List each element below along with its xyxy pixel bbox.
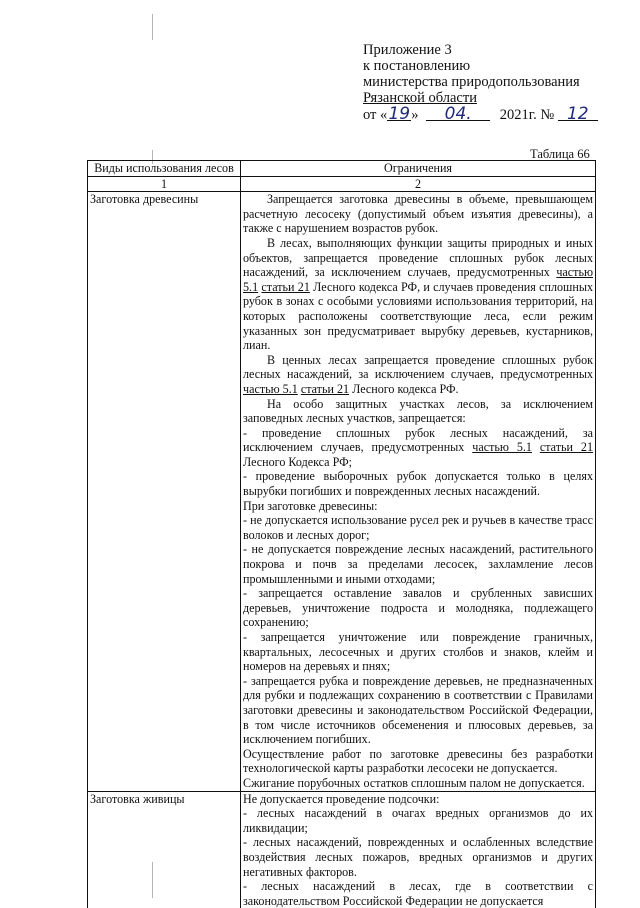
restriction-paragraph: - запрещается рубка и повреждение деревьев, не предназначенных для рубки и подлежащих сохранению в соответствии с Правилами заготовки древесины и законодательством Российской Федерации, в том числе источников обсеменения и плюсовых деревьев, за исключением погибших.	[243, 673, 593, 747]
date-year-suffix: г. №	[528, 107, 555, 123]
restriction-paragraph: Запрещается заготовка древесины в объеме, превышающем расчетную лесосеку (допустимый объем изъятия древесины), а также с нарушением возрастов рубок.	[243, 192, 593, 236]
restriction-paragraph: - не допускается использование русел рек и ручьев в качестве трасс волоков и лесных дорог;	[243, 513, 593, 542]
restriction-paragraph	[243, 236, 593, 353]
table-row	[88, 192, 596, 791]
law-link-article: статьи 21	[300, 381, 350, 396]
table-row	[88, 791, 596, 908]
restriction-paragraph: Осуществление работ по заготовке древесины без разработки технологической карты разработки лесосеки не допускается.	[243, 746, 593, 776]
restriction-paragraph: - лесных насаждений, поврежденных и ослабленных вследствие воздействия лесных пожаров, вредных организмов и других негативных факторов.	[243, 835, 593, 879]
date-day: 19	[388, 104, 411, 124]
date-prefix: от «	[363, 107, 388, 123]
restriction-paragraph	[243, 353, 593, 397]
restrictions-table	[87, 160, 596, 908]
doc-number: 12	[558, 106, 598, 121]
law-link-article: статьи 21	[261, 279, 310, 294]
use-type-cell: Заготовка древесины	[88, 192, 241, 791]
date-mid: »	[411, 107, 419, 123]
restriction-paragraph: - лесных насаждений в лесах, где в соответствии с законодательством Российской Федерации не допускается	[243, 879, 593, 908]
restriction-paragraph: На особо защитных участках лесов, за исключением заповедных лесных участков, запрещается:	[243, 396, 593, 426]
restriction-paragraph: При заготовке древесины:	[243, 498, 378, 513]
text-span: Лесного кодекса РФ.	[349, 381, 459, 396]
scan-mark-top	[152, 14, 153, 40]
use-type-cell: Заготовка живицы	[88, 791, 241, 908]
text-span: - проведение сплошных рубок лесных насаждений, за исключением случаев, предусмотренных	[243, 425, 593, 455]
restriction-paragraph: - лесных насаждений в очагах вредных организмов до их ликвидации;	[243, 806, 593, 835]
law-link-article: статьи 21	[539, 440, 593, 455]
restriction-paragraph: - запрещается оставление завалов и срубленных зависших деревьев, уничтожение подроста и молодняка, подлежащего сохранению;	[243, 586, 593, 630]
restrictions-cell	[241, 791, 596, 908]
header-line-1: Приложение 3	[363, 42, 452, 58]
law-link-part: частью 5.1	[243, 265, 593, 294]
col2-header: Ограничения	[241, 161, 596, 177]
header-date-line	[363, 106, 623, 123]
table-header-row	[88, 161, 596, 177]
header-line-4: Рязанской области	[363, 90, 477, 106]
appendix-header	[363, 42, 623, 123]
restriction-paragraph: Сжигание порубочных остатков сплошным палом не допускается.	[243, 775, 585, 790]
date-month: 04.	[426, 106, 490, 121]
col1-number: 1	[88, 176, 241, 192]
table-caption: Таблица 66	[530, 147, 590, 161]
col2-number: 2	[241, 176, 596, 192]
text-span: В лесах, выполняющих функции защиты природных и иных объектов, запрещается проведение сплошных рубок лесных насаждений, за исключением случаев, предусмотренных	[243, 235, 593, 280]
restriction-paragraph: Не допускается проведение подсочки:	[243, 791, 440, 806]
text-span: В ценных лесах запрещается проведение сплошных рубок лесных насаждений, за исключением случаев, предусмотренных	[243, 352, 593, 382]
restriction-paragraph: - не допускается повреждение лесных насаждений, растительного покрова и почв за пределами лесосек, захламление лесов промышленными и иными отходами;	[243, 542, 593, 586]
law-link-part: частью 5.1	[243, 381, 298, 396]
restrictions-cell	[241, 192, 596, 791]
date-year: 2021	[499, 107, 529, 123]
text-span: Лесного кодекса РФ, и случаев проведения сплошных рубок в зонах с особыми условиями использования территорий, на которых расположены соответствующие леса, если режим указанных зон предусматривает вырубку деревьев, кустарников, лиан.	[243, 279, 593, 353]
header-line-2: к постановлению	[363, 58, 471, 74]
restriction-paragraph	[243, 426, 593, 470]
text-span: Лесного Кодекса РФ;	[243, 454, 353, 469]
restriction-paragraph: - проведение выборочных рубок допускается только в целях вырубки погибших и поврежденных лесных насаждений.	[243, 469, 593, 499]
restriction-paragraph: - запрещается уничтожение или повреждение граничных, квартальных, лесосечных и других столбов и знаков, клейм и номеров на деревьях и пнях;	[243, 630, 593, 674]
law-link-part: частью 5.1	[472, 440, 532, 455]
table-number-row	[88, 176, 596, 192]
header-line-3: министерства природопользования	[363, 74, 580, 90]
col1-header: Виды использования лесов	[88, 161, 241, 177]
